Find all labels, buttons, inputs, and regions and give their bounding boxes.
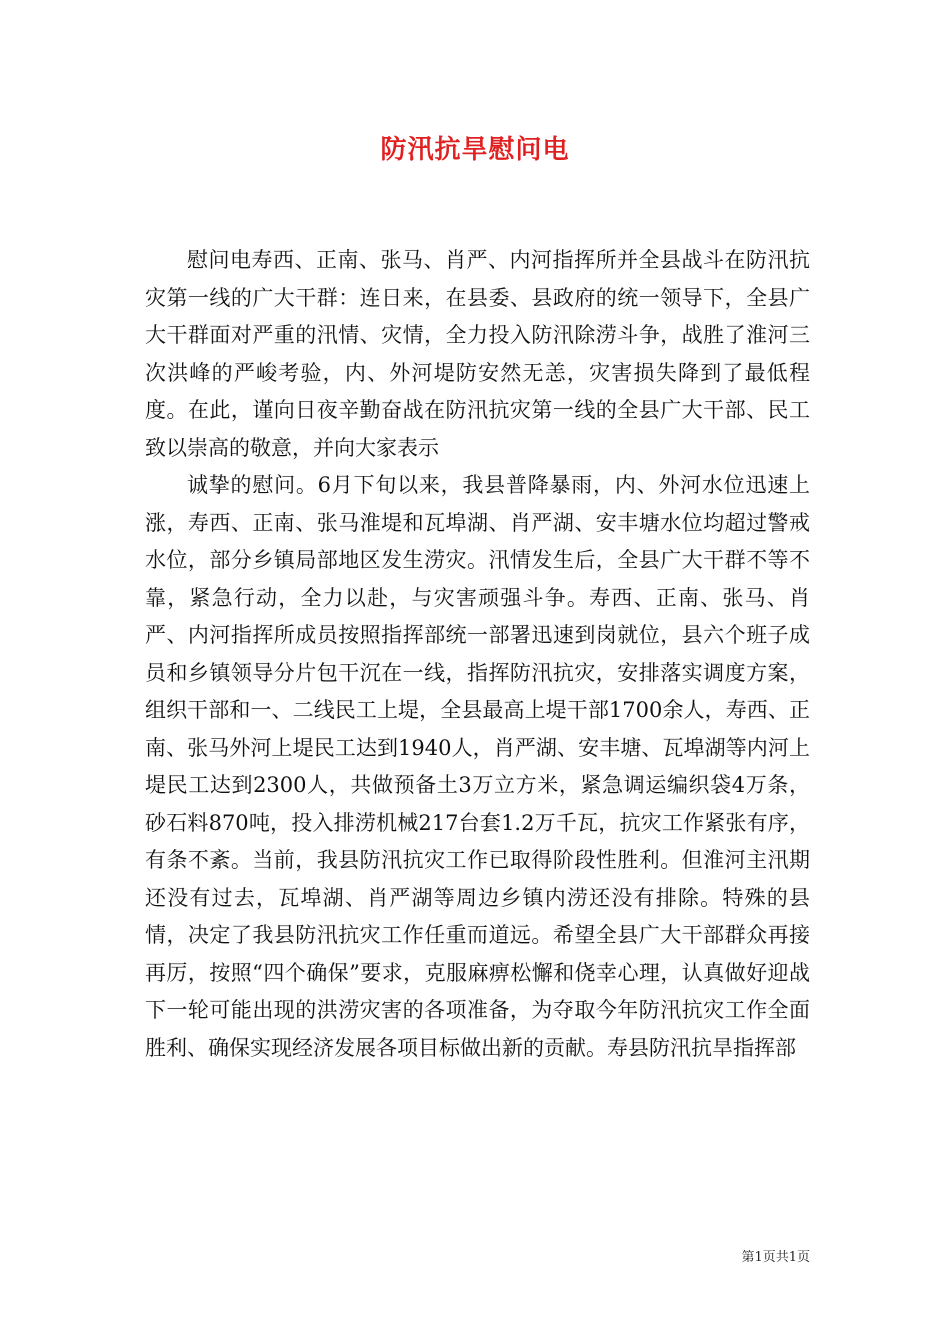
page-number: 第1页共1页	[741, 1250, 810, 1265]
document-title: 防汛抗旱慰问电	[380, 135, 570, 165]
paragraph-2: 诚挚的慰问。6月下旬以来，我县普降暴雨，内、外河水位迅速上涨，寿西、正南、张马淮堤和瓦埠湖、肖严湖、安丰塘水位均超过警戒水位，部分乡镇局部地区发生涝灾。汛情发生后，全县广大干群不等不靠，紧急行动，全力以赴，与灾害顽强斗争。寿西、正南、张马、肖严、内河指挥所成员按照指挥部统一部署迅速到岗就位，县六个班子成员和乡镇领导分片包干沉在一线，指挥防汛抗灾，安排落实调度方案，组织干部和一、二线民工上堤，全县最高上堤干部1700余人，寿西、正南、张马外河上堤民工达到1940人，肖严湖、安丰塘、瓦埠湖等内河上堤民工达到2300人，共做预备土3万立方米，紧急调运编织袋4万条，砂石料870吨，投入排涝机械217台套1.2万千瓦，抗灾工作紧张有序，有条不紊。当前，我县防汛抗灾工作已取得阶段性胜利。但淮河主汛期还没有过去，瓦埠湖、肖严湖等周边乡镇内涝还没有排除。特殊的县情，决定了我县防汛抗灾工作任重而道远。希望全县广大干部群众再接再厉，按照“四个确保”要求，克服麻痹松懈和侥幸心理，认真做好迎战下一轮可能出现的洪涝灾害的各项准备，为夺取今年防汛抗灾工作全面胜利、确保实现经济发展各项目标做出新的贡献。寿县防汛抗旱指挥部	[145, 473, 810, 1060]
paragraph-1: 慰问电寿西、正南、张马、肖严、内河指挥所并全县战斗在防汛抗灾第一线的广大干群：连日来，在县委、县政府的统一领导下，全县广大干群面对严重的汛情、灾情，全力投入防汛除涝斗争，战胜了淮河三次洪峰的严峻考验，内、外河堤防安然无恙，灾害损失降到了最低程度。在此，谨向日夜辛勤奋战在防汛抗灾第一线的全县广大干部、民工致以崇高的敬意，并向大家表示	[145, 248, 810, 460]
document-body	[145, 242, 810, 1067]
